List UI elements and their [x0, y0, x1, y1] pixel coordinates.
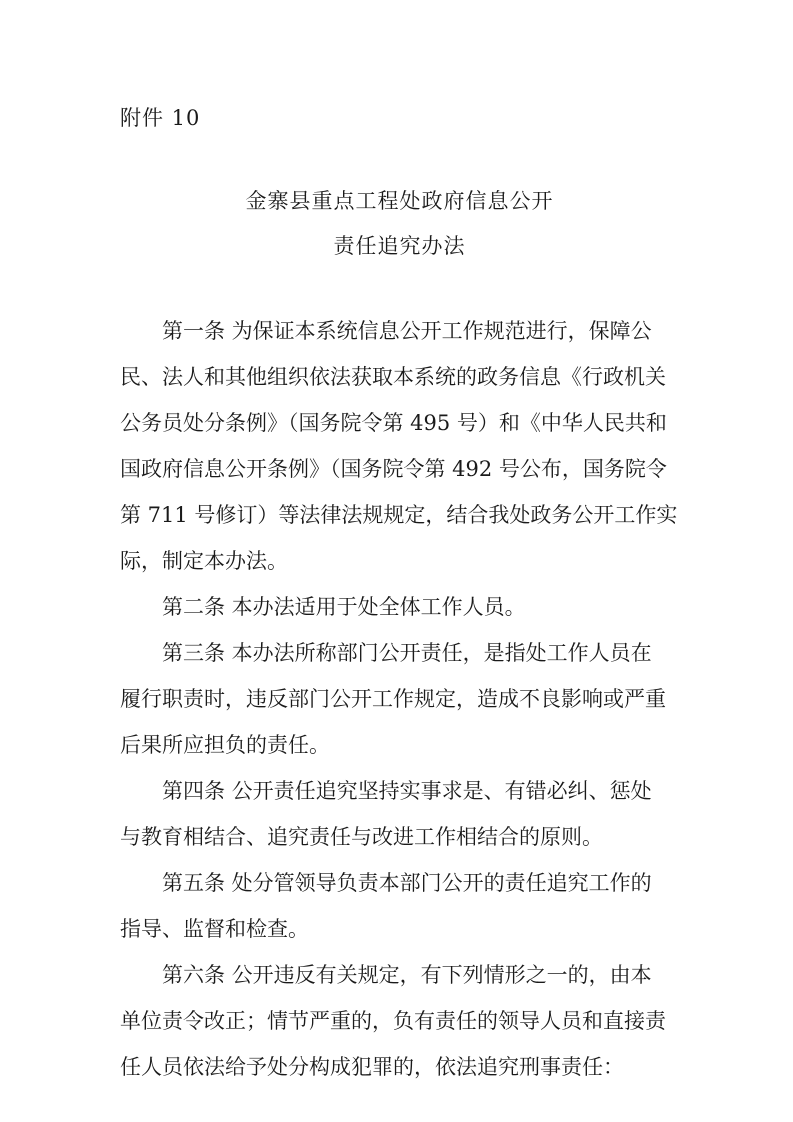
document-title-line-1: 金寨县重点工程处政府信息公开 — [245, 189, 554, 213]
text-line: 民、法人和其他组织依法获取本系统的政务信息《行政机关 — [120, 365, 666, 389]
text-line: 与教育相结合、追究责任与改进工作相结合的原则。 — [120, 825, 603, 849]
text-line: 第 711 号修订）等法律法规规定，结合我处政务公开工作实 — [120, 503, 678, 527]
text-line: 第一条 为保证本系统信息公开工作规范进行，保障公 — [162, 319, 652, 343]
text-line: 指导、监督和检查。 — [120, 917, 309, 941]
text-line: 第三条 本办法所称部门公开责任，是指处工作人员在 — [162, 641, 652, 665]
text-line: 第二条 本办法适用于处全体工作人员。 — [162, 595, 526, 619]
text-line: 履行职责时，违反部门公开工作规定，造成不良影响或严重 — [120, 687, 666, 711]
text-line: 公务员处分条例》（国务院令第 495 号）和《中华人民共和 — [120, 411, 667, 435]
text-line: 第六条 公开违反有关规定，有下列情形之一的，由本 — [162, 963, 652, 987]
text-line: 单位责令改正；情节严重的，负有责任的领导人员和直接责 — [120, 1009, 666, 1033]
text-line: 际，制定本办法。 — [120, 549, 288, 573]
document-title-line-2: 责任追究办法 — [333, 234, 466, 258]
text-line: 任人员依法给予处分构成犯罪的，依法追究刑事责任： — [120, 1055, 624, 1079]
attachment-label: 附件 10 — [120, 106, 201, 130]
text-line: 国政府信息公开条例》（国务院令第 492 号公布，国务院令 — [120, 457, 667, 481]
text-line: 第四条 公开责任追究坚持实事求是、有错必纠、惩处 — [162, 779, 652, 803]
text-line: 第五条 处分管领导负责本部门公开的责任追究工作的 — [162, 871, 652, 895]
text-line: 后果所应担负的责任。 — [120, 733, 330, 757]
